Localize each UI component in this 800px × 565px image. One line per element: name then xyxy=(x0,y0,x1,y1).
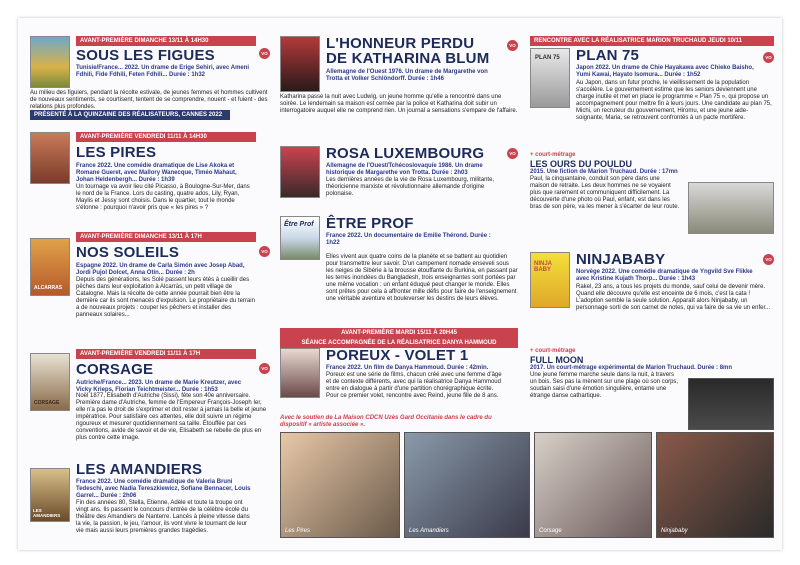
short-film-label: + court-métrage xyxy=(530,152,576,158)
still-ours-du-pouldu xyxy=(688,182,774,234)
still-caption: Les Amandiers xyxy=(409,528,449,534)
poster-sous-les-figues xyxy=(30,36,70,88)
film-title-line-2: DE KATHARINA BLUM xyxy=(326,50,490,67)
screening-banner-guest: SÉANCE ACCOMPAGNÉE DE LA RÉALISATRICE DANYA HAMMOUD xyxy=(280,338,518,348)
film-plan-75 xyxy=(530,36,774,154)
film-description: Un tournage va avoir lieu cité Picasso, à Boulogne-Sur-Mer, dans le nord de la France. Lors du casting, quatre ados, Lily, Ryan, Maylis et Jessy sont choisis. Dans le quartier, tout le monde s'étonne : pourquoi n'avoir pris que « les pires » ? xyxy=(76,184,250,211)
screening-banner: RENCONTRE AVEC LA RÉALISATRICE MARION TRUCHAUD JEUDI 10/11 xyxy=(530,36,774,46)
film-meta: Japon 2022. Un drame de Chie Hayakawa avec Chieko Baisho, Yumi Kawai, Hayato Isomura... Durée : 1h52 xyxy=(576,65,754,78)
poster-plan-75 xyxy=(530,48,570,108)
film-title: L'HONNEUR PERDU xyxy=(326,35,475,52)
film-meta: France 2022. Une comédie dramatique de Lise Akoka et Romane Gueret, avec Mallory Wanecque, Timéo Mahaut, Johan Heldenbergh... Durée : 1h39 xyxy=(76,163,237,183)
film-sous-les-figues xyxy=(30,36,270,116)
still-les-pires xyxy=(280,432,400,538)
film-title: SOUS LES FIGUES xyxy=(76,47,215,64)
film-title: ROSA LUXEMBOURG xyxy=(326,145,485,162)
vo-badge: VO xyxy=(507,40,518,51)
film-title: NINJABABY xyxy=(576,251,666,268)
film-title: ÊTRE PROF xyxy=(326,215,414,232)
film-title: LES AMANDIERS xyxy=(76,461,203,478)
still-ninjababy xyxy=(656,432,774,538)
film-description: Au Japon, dans un futur proche, le vieillissement de la population s'accélère. Le gouvernement estime que les seniors deviennent une charge inutile et met en place le programme « Plan 75 », qui propose un accompagnement pour mettre fin à leurs jours. Une candidate au plan 75, Michi, un recruteur du gouvernement, Hiromu, et une jeune aide-soignante, Maria, se retrouvent confrontés à un pacte mortifère. xyxy=(576,80,772,121)
screening-banner: AVANT-PREMIÈRE DIMANCHE 13/11 À 17H xyxy=(76,232,256,242)
vo-badge: VO xyxy=(259,363,270,374)
film-description: Noël 1877, Elisabeth d'Autriche (Sissi), fête son 40e anniversaire. Première dame d'Autriche, femme de l'Empereur François-Joseph Ier, elle n'a pas le droit de s'exprimer et doit rester à jamais la belle et jeune impératrice. Pour satisfaire ces attentes, elle doit suivre un régime rigoureux et mesurer quotidiennement sa taille. Étouffée par ces conventions, avide de savoir et de vie, Elisabeth se rebelle de plus en plus contre cette image. xyxy=(76,393,267,441)
support-note: Avec le soutien de La Maison CDCN Uzès Gard Occitanie dans le cadre du dispositif « artiste associée ». xyxy=(280,415,492,428)
film-description: Elles vivent aux quatre coins de la planète et se battent au quotidien pour transmettre leur savoir. D'un campement nomade enseveli sous les neiges de Sibérie à la brousse étouffante du Burkina, en passant par les terres inondées du Bangladesh, trois enseignantes sont portées par une même vocation : un enfant éduqué peut changer le monde. Elles sont prêtes pour cela à affronter mille défis pour faire de l'enseignement une véritable aventure et bouleverser les destins de leurs élèves. xyxy=(326,254,518,302)
vo-badge: VO xyxy=(259,48,270,59)
film-ours-du-pouldu xyxy=(530,152,774,252)
poster-nos-soleils xyxy=(30,238,70,296)
film-description: Katharina passe la nuit avec Ludwig, un jeune homme qu'elle a rencontré dans une soirée. Le lendemain sa maison est cernée par la police et Katharina doit subir un interrogatoire auquel elle ne comprend rien. Un journal a sensations s'empare de l'affaire. xyxy=(280,94,518,114)
film-title: LES OURS DU POULDU xyxy=(530,159,633,169)
program-page xyxy=(18,18,782,550)
film-description: Depuis des générations, les Solé passent leurs étés à cueillir des pêches dans leur exploitation à Alcarràs, un petit village de Catalogne. Mais la récolte de cette année pourrait bien être la dernière car ils sont menacés d'expulsion. Le propriétaire du terrain a de nouveaux projets : couper les pêchers et installer des panneaux solaires... xyxy=(76,277,255,318)
poster-ninjababy xyxy=(530,252,570,308)
still-les-amandiers xyxy=(404,432,530,538)
vo-badge: VO xyxy=(763,254,774,265)
screening-banner: AVANT-PREMIÈRE VENDREDI 11/11 À 14H30 xyxy=(76,132,256,142)
poster-caption: Être Prof xyxy=(284,221,314,228)
film-meta: Espagne 2022. Un drame de Carla Simón avec Josep Abad, Jordi Pujol Dolcet, Anna Otin... Durée : 2h xyxy=(76,263,245,276)
film-description: Paul, la cinquantaine, conduit son père dans une maison de retraite. Les deux hommes ne se voyaient plus que rarement et communiquent difficilement. La découverte d'une photo où Paul, enfant, est dans les bras de son père, va les mener à s'écarter de leur route. xyxy=(530,176,680,210)
screening-banner: AVANT-PREMIÈRE DIMANCHE 13/11 À 14H30 xyxy=(76,36,256,46)
poster-caption: ALCARRAS xyxy=(34,285,63,291)
film-title: PLAN 75 xyxy=(576,47,640,64)
still-caption: Ninjababy xyxy=(661,528,688,534)
film-description: Fin des années 80, Stella, Etienne, Adèle et toute la troupe ont vingt ans. Ils passent le concours d'entrée de la célèbre école du théâtre des Amandiers de Nanterre. Lancés à pleine vitesse dans la vie, la passion, le jeu, l'amour, ils vont vivre le tournant de leur vie mais aussi leurs premières grandes tragédies. xyxy=(76,500,250,534)
film-ninjababy xyxy=(530,252,774,352)
poster-les-amandiers xyxy=(30,468,70,522)
poster-caption: CORSAGE xyxy=(34,400,60,406)
film-corsage xyxy=(30,349,270,459)
film-description: Une jeune femme marche seule dans la nuit, à travers un bois. Ses pas la mènent sur une plage où son corps, soudain saisi d'une émotion singulière, entame une étrange danse cathartique. xyxy=(530,372,679,399)
poster-etre-prof xyxy=(280,216,320,260)
film-title: NOS SOLEILS xyxy=(76,244,180,261)
film-title: POREUX - VOLET 1 xyxy=(326,347,469,364)
vo-badge: VO xyxy=(507,148,518,159)
film-etre-prof xyxy=(280,216,518,316)
film-meta: 2015. Une fiction de Marion Truchaud. Durée : 17mn xyxy=(530,169,678,175)
poster-poreux xyxy=(280,348,320,398)
vo-badge: VO xyxy=(259,246,270,257)
poster-les-pires xyxy=(30,132,70,184)
film-title: LES PIRES xyxy=(76,144,157,161)
film-poreux xyxy=(280,328,518,448)
still-corsage xyxy=(534,432,652,538)
film-meta: Allemagne de l'Ouest/Tchécoslovaquie 1986. Un drame historique de Margarethe von Trotta. Durée : 2h03 xyxy=(326,163,483,176)
screening-banner: AVANT-PREMIÈRE VENDREDI 11/11 À 17H xyxy=(76,349,256,359)
film-meta: Tunisie/France... 2022. Un drame de Erige Sehiri, avec Ameni Fdhili, Fide Fdhili, Feten Fdhili... Durée : 1h32 xyxy=(76,65,250,78)
film-rosa-luxembourg xyxy=(280,146,518,210)
film-full-moon xyxy=(530,348,774,438)
still-caption: Les Pires xyxy=(285,528,311,534)
film-les-amandiers xyxy=(30,462,270,552)
poster-caption: PLAN 75 xyxy=(535,55,560,61)
poster-honneur-perdu xyxy=(280,36,320,92)
still-full-moon xyxy=(688,378,774,430)
film-meta: 2017. Un court-métrage expérimental de Marion Truchaud. Durée : 8mn xyxy=(530,365,733,371)
poster-corsage xyxy=(30,353,70,411)
film-title: FULL MOON xyxy=(530,355,584,365)
festival-note: PRÉSENTÉ À LA QUINZAINE DES RÉALISATEURS, CANNES 2022 xyxy=(30,110,230,120)
film-honneur-perdu xyxy=(280,36,518,132)
film-meta: Autriche/France... 2023. Un drame de Marie Kreutzer, avec Vicky Krieps, Florian Teichtmeister... Durée : 1h53 xyxy=(76,380,242,393)
film-description: Les dernières années de la vie de Rosa Luxembourg, militante, théoricienne marxiste et révolutionnaire allemande d'origine polonaise. xyxy=(326,177,495,197)
still-caption: Corsage xyxy=(539,528,562,534)
film-meta: France 2022. Une comédie dramatique de Valeria Bruni Tedeschi, avec Nadia Tereszkiewicz, Sofiane Bennacer, Louis Garrel... Durée : 2h06 xyxy=(76,479,251,499)
film-description: Rakel, 23 ans, a tous les projets du monde, sauf celui de devenir mère. Quand elle découvre qu'elle est enceinte de 6 mois, c'est la cata ! L'adoption semble la seule solution. Apparaît alors Ninjababy, un personnage sorti de son carnet de notes, qui va faire de sa vie un enfer... xyxy=(576,284,771,311)
vo-badge: VO xyxy=(763,52,774,63)
film-les-pires xyxy=(30,132,270,212)
film-nos-soleils xyxy=(30,232,270,342)
film-meta: France 2022. Un film de Danya Hammoud. Durée : 42min. xyxy=(326,365,489,371)
film-description: Poreux est une série de films, chacun créé avec une femme d'âge et de contexte différents, avec qui la réalisatrice Danya Hammoud entre en dialogue à partir d'une partition chorégraphique écrite. Pour ce premier volet, rencontre avec Reind, jeune fille de 8 ans. xyxy=(326,372,502,399)
film-description: Au milieu des figuiers, pendant la récolte estivale, de jeunes femmes et hommes cultivent de nouveaux sentiments, se courtisent, tentent de se comprendre, nouent - et fuient - des relations plus profondes. xyxy=(30,90,268,110)
film-meta: Norvège 2022. Une comédie dramatique de Yngvild Sve Flikke avec Kristine Kujath Thorp... Durée : 1h43 xyxy=(576,269,753,282)
film-title: CORSAGE xyxy=(76,361,154,378)
poster-caption: LES AMANDIERS xyxy=(33,508,61,518)
short-film-label: + court-métrage xyxy=(530,348,576,354)
poster-rosa-luxembourg xyxy=(280,146,320,198)
screening-banner: AVANT-PREMIÈRE MARDI 15/11 À 20H45 xyxy=(280,328,518,338)
film-meta: Allemagne de l'Ouest 1976. Un drame de Margarethe von Trotta et Volker Schlöndorff. Durée : 1h46 xyxy=(326,69,488,82)
poster-caption: NINJA BABY xyxy=(534,261,552,273)
film-meta: France 2022. Un documentaire de Emilie Thérond. Durée : 1h22 xyxy=(326,233,491,246)
